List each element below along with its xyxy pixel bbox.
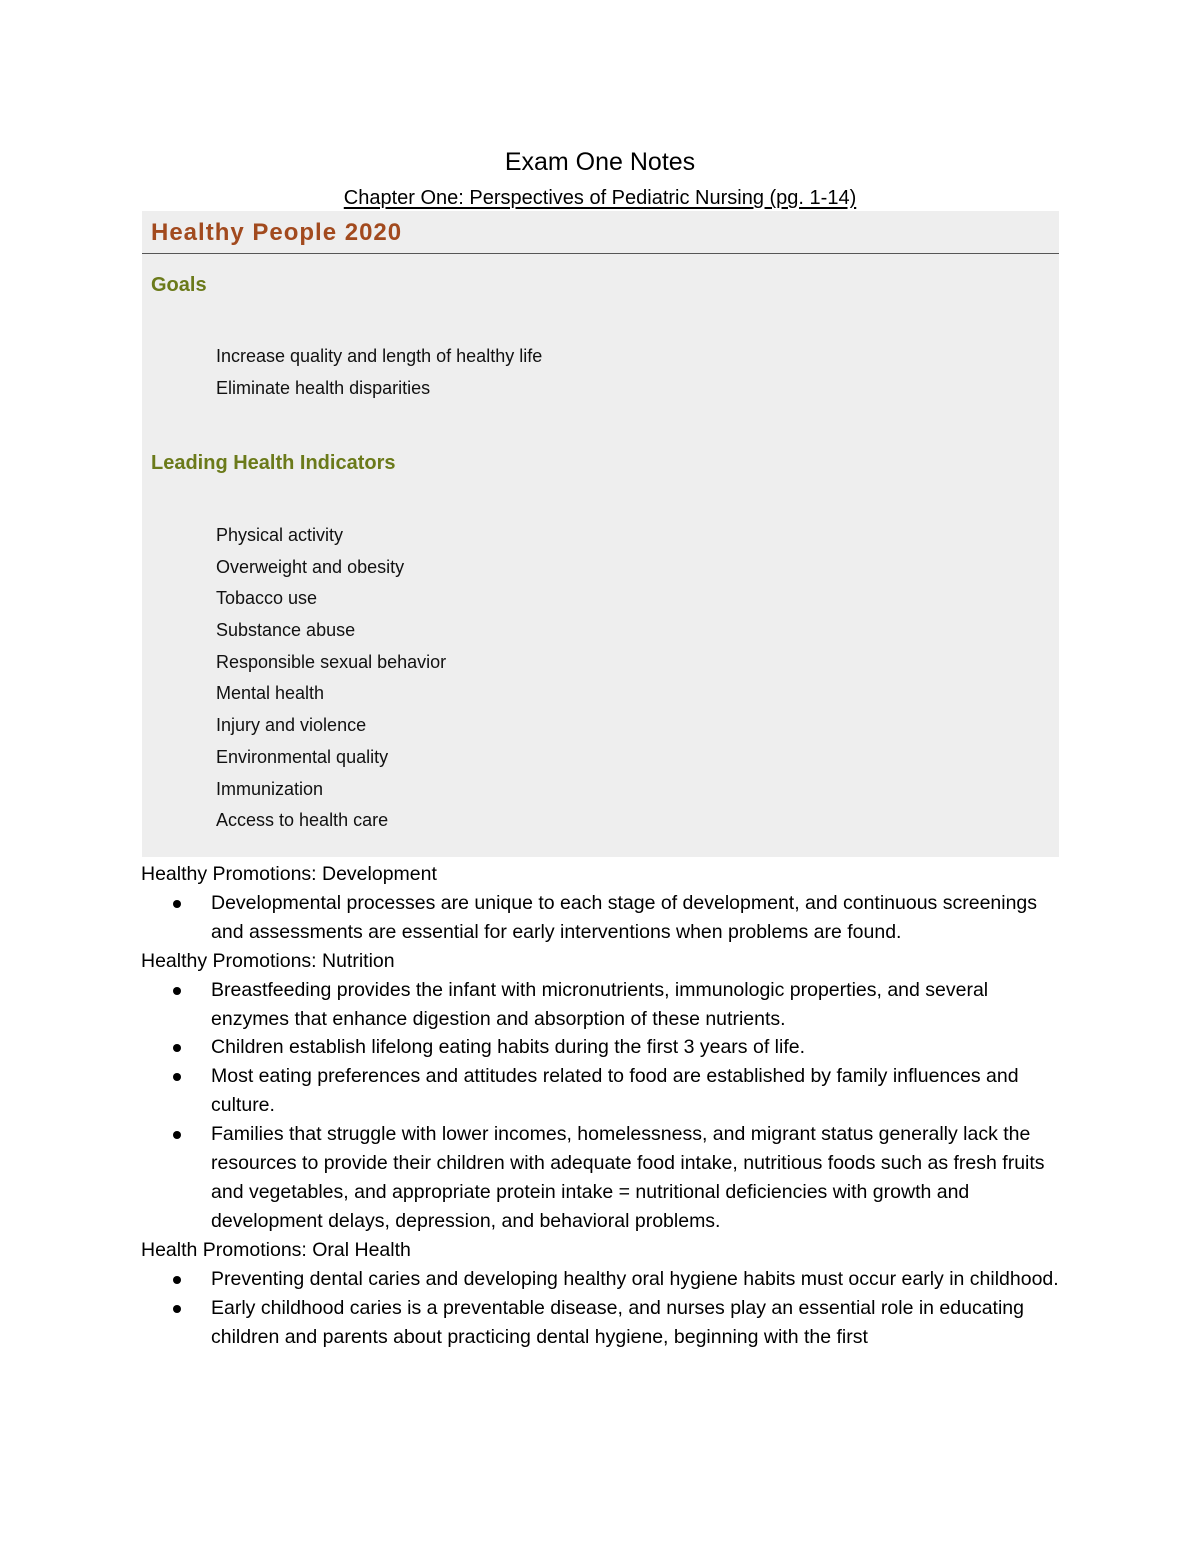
bullet-text: Early childhood caries is a preventable disease, and nurses play an essential role in educating children and parents about practicing dental hygiene, beginning with the first [211,1296,1024,1348]
indicator-item: Substance abuse [216,620,356,641]
healthy-people-panel [142,211,1059,857]
healthy-people-heading: Healthy People 2020 [151,219,403,246]
oral-health-bullets [141,1265,1071,1352]
goals-heading: Goals [151,274,207,296]
indicator-item: Overweight and obesity [216,556,405,577]
section-heading-nutrition: Healthy Promotions: Nutrition [141,949,395,972]
bullet-text: Developmental processes are unique to each stage of development, and continuous screenings and assessments are essential for early interventions when problems are found. [211,891,1038,943]
bullet-text: Families that struggle with lower incomes, homelessness, and migrant status generally lack the resources to provide their children with adequate food intake, nutritious foods such as fresh fruits and vegetables, and appropriate protein intake = nutritional deficiencies with growth and development delays, depression, and behavioral problems. [211,1123,1045,1232]
indicator-item: Responsible sexual behavior [216,651,447,672]
notes-body [141,860,1071,1351]
bullet-item [211,1120,1071,1236]
section-heading-development: Healthy Promotions: Development [141,863,437,885]
indicator-item: Mental health [216,683,325,704]
bullet-icon [173,987,181,995]
goal-item: Eliminate health disparities [216,377,431,398]
bullet-icon [173,1044,181,1052]
bullet-icon [173,900,181,908]
section-heading-oral-health: Health Promotions: Oral Health [141,1238,411,1261]
bullet-item [211,1294,1071,1352]
indicators-list [216,520,446,837]
indicator-item: Tobacco use [216,588,318,609]
nutrition-bullets [141,976,1071,1236]
bullet-item [211,1062,1071,1120]
bullet-icon [173,1073,181,1081]
bullet-icon [173,1305,181,1313]
goal-item: Increase quality and length of healthy life [216,346,543,366]
bullet-item [211,1265,1071,1294]
bullet-icon [173,1276,181,1284]
indicator-item: Environmental quality [216,746,389,767]
heading-divider [142,253,1059,254]
indicator-item: Access to health care [216,810,389,831]
development-bullets [141,889,1071,947]
indicator-item: Immunization [216,778,324,799]
bullet-item [211,889,1071,947]
indicators-heading: Leading Health Indicators [151,452,396,474]
bullet-text: Preventing dental caries and developing healthy oral hygiene habits must occur early in childhood. [211,1267,1059,1290]
chapter-title: Chapter One: Perspectives of Pediatric Nursing (pg. 1-14) [343,187,857,209]
goals-list [216,341,542,404]
bullet-text: Most eating preferences and attitudes related to food are established by family influences and culture. [211,1065,1019,1117]
bullet-icon [173,1131,181,1139]
document-title: Exam One Notes [504,148,696,176]
bullet-text: Breastfeeding provides the infant with micronutrients, immunologic properties, and several enzymes that enhance digestion and absorption of these nutrients. [211,978,989,1030]
bullet-item [211,1033,1071,1062]
bullet-text: Children establish lifelong eating habits during the first 3 years of life. [211,1036,805,1059]
indicator-item: Physical activity [216,525,344,545]
bullet-item [211,976,1071,1034]
indicator-item: Injury and violence [216,715,367,736]
